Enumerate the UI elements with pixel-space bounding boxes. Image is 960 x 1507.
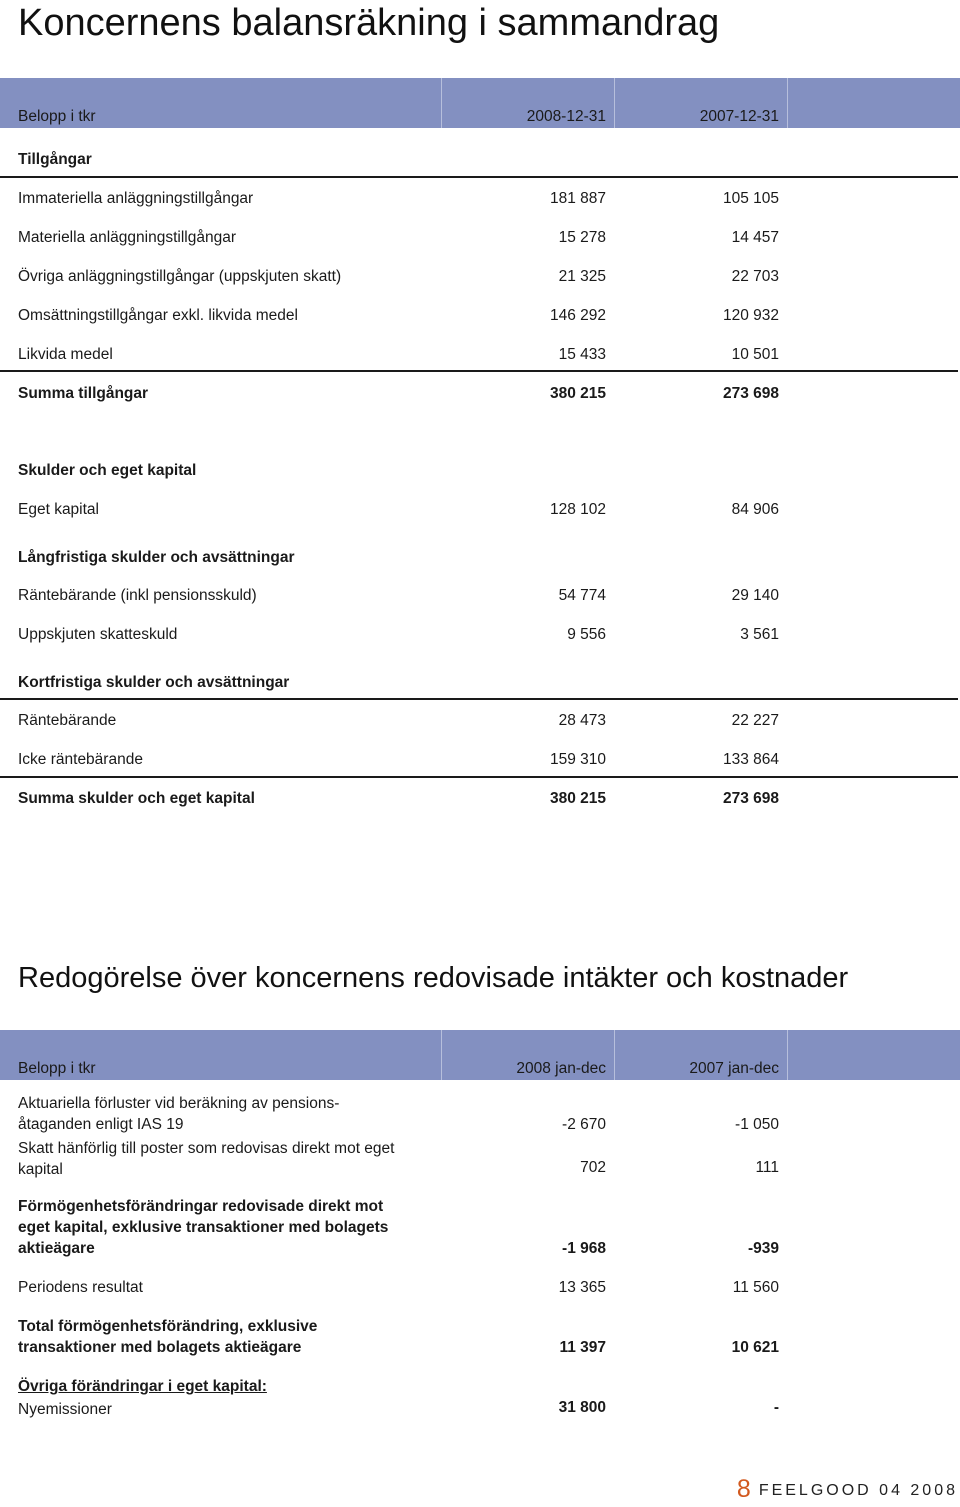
balance-header-label: Belopp i tkr [18,108,96,125]
balance-row-value-2007: 22 227 [731,712,779,729]
income-row-label: aktieägare [18,1240,95,1257]
balance-row-label: Tillgångar [18,151,92,168]
income-row-value-2008: -1 968 [562,1240,606,1257]
page-number: 8 [736,1475,751,1503]
balance-row-value-2007: 120 932 [722,307,779,324]
income-row-label: Förmögenhetsförändringar redovisade direkt mot [18,1198,384,1215]
balance-row-value-2007: 273 698 [722,385,779,402]
income-row-value-2007: - [773,1399,779,1416]
balance-row-value-2007: 3 561 [740,626,779,643]
income-header [0,1030,960,1080]
balance-row-value-2008: 15 278 [558,229,606,246]
balance-row-value-2008: 28 473 [558,712,606,729]
income-row-label: Övriga förändringar i eget kapital: [18,1378,267,1395]
income-title: Redogörelse över koncernens redovisade intäkter och kostnader [18,962,849,994]
balance-header-col1: 2008-12-31 [526,108,606,125]
balance-row-value-2007: 14 457 [731,229,779,246]
income-row-value-2007: -1 050 [735,1116,779,1133]
income-row-label: Periodens resultat [18,1279,143,1296]
income-row-value-2007: 10 621 [731,1339,779,1356]
row-divider [0,698,958,700]
income-row-value-2007: 111 [755,1159,779,1176]
balance-row-value-2007: 10 501 [731,346,779,363]
balance-row-label: Immateriella anläggningstillgångar [18,190,254,207]
balance-row-value-2008: 181 887 [549,190,606,207]
balance-row-label: Uppskjuten skatteskuld [18,626,178,643]
balance-row-value-2007: 105 105 [722,190,779,207]
balance-row-label: Summa tillgångar [18,385,149,402]
balance-row-label: Icke räntebärande [18,751,143,768]
income-header-label: Belopp i tkr [18,1060,96,1077]
balance-row-value-2008: 380 215 [549,385,606,402]
brand-name: FEELGOOD 04 2008 [758,1482,958,1499]
balance-row-value-2008: 21 325 [558,268,606,285]
income-row-label: eget kapital, exklusive transaktioner med bolagets [18,1219,389,1236]
income-row-label: Total förmögenhetsförändring, exklusive [18,1318,318,1335]
balance-row-value-2008: 9 556 [567,626,606,643]
balance-row-value-2007: 133 864 [722,751,779,768]
balance-row-value-2008: 15 433 [558,346,606,363]
income-row-value-2008: -2 670 [562,1116,606,1133]
balance-row-label: Skulder och eget kapital [18,462,197,479]
income-row-label: åtaganden enligt IAS 19 [18,1116,184,1133]
income-row-label: kapital [18,1161,63,1178]
balance-row-value-2008: 128 102 [549,501,606,518]
balance-row-value-2008: 54 774 [558,587,606,604]
income-row-value-2008: 11 397 [559,1339,606,1356]
income-row-label: Skatt hänförlig till poster som redovisas direkt mot eget [18,1140,395,1157]
income-row-value-2008: 13 365 [558,1279,606,1296]
income-row-label: Aktuariella förluster vid beräkning av pensions- [18,1095,340,1112]
balance-row-value-2008: 146 292 [549,307,606,324]
balance-row-value-2008: 380 215 [549,790,606,807]
balance-header [0,78,960,128]
balance-row-value-2007: 22 703 [731,268,779,285]
income-header-col1: 2008 jan-dec [516,1060,606,1077]
income-row-value-2007: 11 560 [732,1279,779,1296]
balance-row-label: Övriga anläggningstillgångar (uppskjuten skatt) [18,268,342,285]
balance-row-label: Långfristiga skulder och avsättningar [18,549,295,566]
income-row-value-2008: 702 [580,1159,606,1176]
balance-row-value-2007: 29 140 [731,587,779,604]
balance-row-label: Summa skulder och eget kapital [18,790,255,807]
page-footer [737,1475,958,1504]
income-row-value-2007: -939 [747,1240,779,1257]
balance-title: Koncernens balansräkning i sammandrag [18,2,720,44]
balance-row-label: Likvida medel [18,346,113,363]
row-divider [0,776,958,778]
income-header-col2: 2007 jan-dec [689,1060,779,1077]
balance-row-value-2007: 273 698 [722,790,779,807]
balance-row-value-2008: 159 310 [549,751,606,768]
balance-row-label: Räntebärande (inkl pensionsskuld) [18,587,257,604]
row-divider [0,370,958,372]
balance-row-label: Eget kapital [18,501,99,518]
income-row-label: transaktioner med bolagets aktieägare [18,1339,302,1356]
balance-row-value-2007: 84 906 [731,501,779,518]
income-row-label: Nyemissioner [18,1401,112,1418]
balance-row-label: Kortfristiga skulder och avsättningar [18,674,290,691]
balance-row-label: Omsättningstillgångar exkl. likvida medel [18,307,298,324]
income-row-value-2008: 31 800 [558,1399,606,1416]
row-divider [0,176,958,178]
balance-header-col2: 2007-12-31 [699,108,779,125]
balance-row-label: Materiella anläggningstillgångar [18,229,236,246]
balance-row-label: Räntebärande [18,712,117,729]
